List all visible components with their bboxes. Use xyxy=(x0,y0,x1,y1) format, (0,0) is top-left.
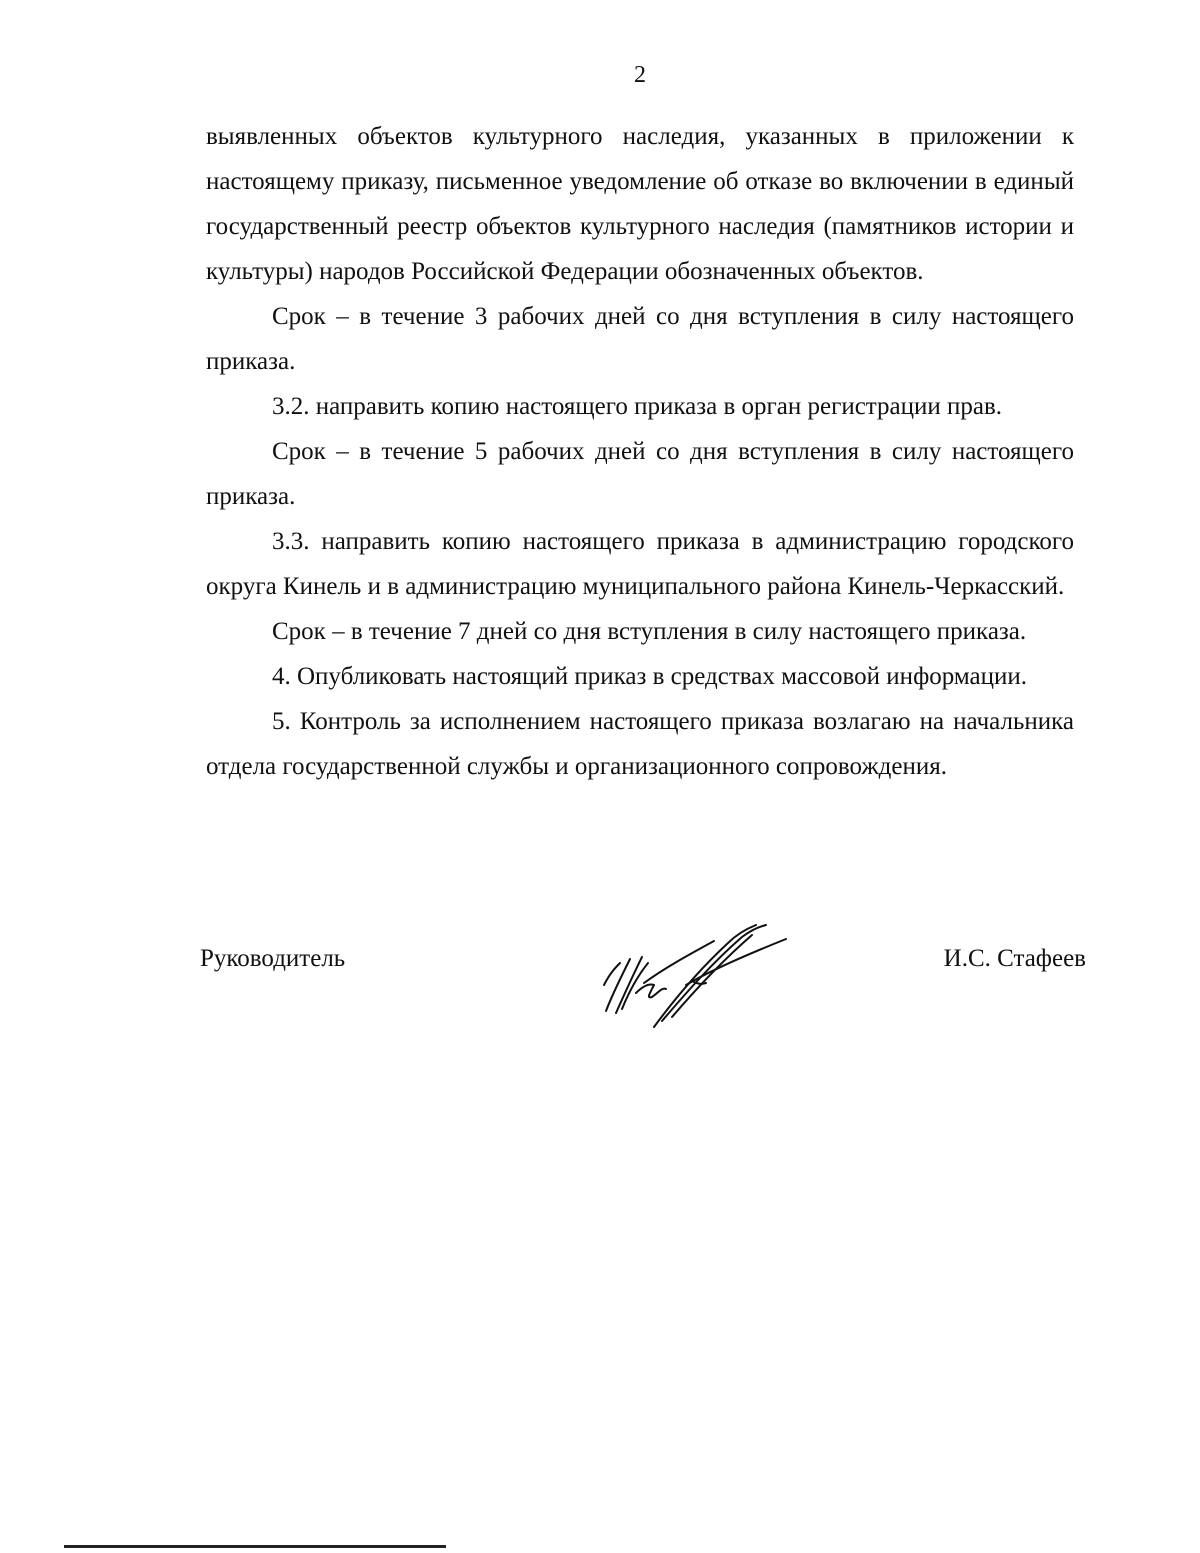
handwritten-signature xyxy=(596,923,792,1035)
paragraph-item-5: 5. Контроль за исполнением настоящего приказа возлагаю на начальника отдела государственной службы и организационного сопровождения. xyxy=(206,708,1074,780)
paragraph-deadline-7-days: Срок – в течение 7 дней со дня вступления в силу настоящего приказа. xyxy=(272,618,1027,645)
document-body xyxy=(206,114,1074,789)
paragraph-deadline-5-days: Срок – в течение 5 рабочих дней со дня вступления в силу настоящего приказа. xyxy=(206,438,1074,510)
signature-block xyxy=(200,945,1086,1045)
page-number: 2 xyxy=(634,62,646,88)
footer-divider xyxy=(64,1545,446,1548)
signer-title: Руководитель xyxy=(200,945,346,972)
paragraph-deadline-3-days: Срок – в течение 3 рабочих дней со дня вступления в силу настоящего приказа. xyxy=(206,303,1074,375)
paragraph-item-3-3: 3.3. направить копию настоящего приказа в администрацию городского округа Кинель и в администрацию муниципального района Кинель-Черкасский. xyxy=(206,528,1074,600)
paragraph-item-3-2: 3.2. направить копию настоящего приказа в орган регистрации прав. xyxy=(272,393,1003,420)
paragraph-item-4: 4. Опубликовать настоящий приказ в средствах массовой информации. xyxy=(272,663,1028,690)
paragraph-notification: выявленных объектов культурного наследия, указанных в приложении к настоящему приказу, письменное уведомление об отказе во включении в единый государственный реестр объектов культурного наследия (памятников истории и культуры) народов Российской Федерации обозначенных объектов. xyxy=(206,123,1074,285)
signer-name: И.С. Стафеев xyxy=(943,945,1086,972)
